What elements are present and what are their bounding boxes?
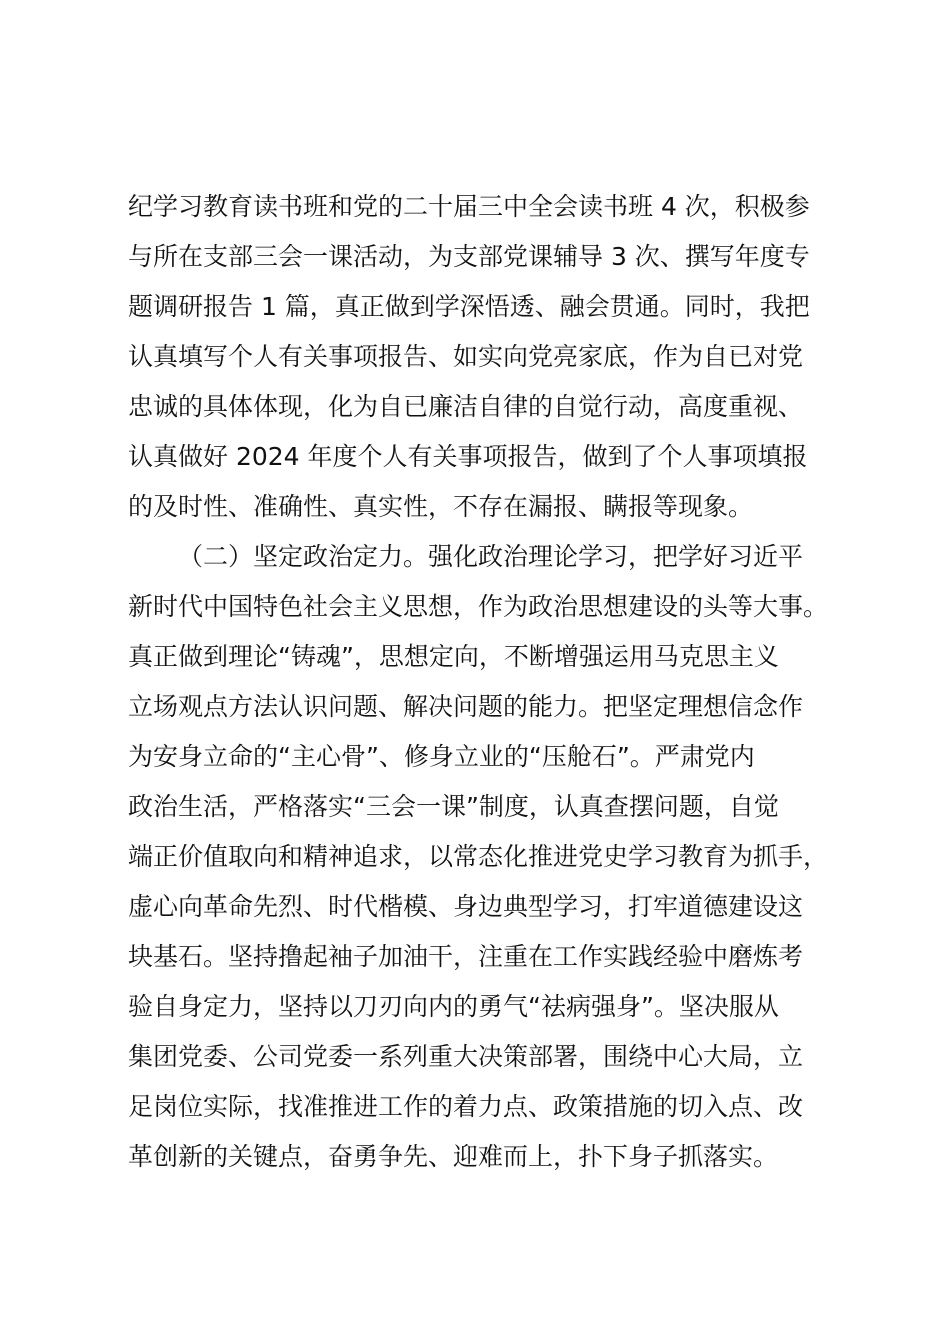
paragraph-2	[128, 532, 858, 1232]
text-line: 革创新的关键点，奋勇争先、迎难而上，扑下身子抓落实。	[128, 1142, 779, 1171]
text-line: 与所在支部三会一课活动，为支部党课辅导 3 次、撰写年度专	[128, 242, 810, 271]
text-line: 虚心向革命先烈、时代楷模、身边典型学习，打牢道德建设这	[128, 892, 804, 921]
text-line: 集团党委、公司党委一系列重大决策部署，围绕中心大局，立	[128, 1042, 804, 1071]
text-line: 块基石。坚持撸起袖子加油干，注重在工作实践经验中磨炼考	[128, 942, 804, 971]
text-line: 忠诚的具体体现，化为自已廉洁自律的自觉行动，高度重视、	[128, 392, 804, 421]
text-line: 认真做好 2024 年度个人有关事项报告，做到了个人事项填报	[128, 442, 808, 471]
text-line: 认真填写个人有关事项报告、如实向党亮家底，作为自已对党	[128, 342, 804, 371]
text-line: 新时代中国特色社会主义思想，作为政治思想建设的头等大事。	[128, 592, 829, 621]
text-line: 验自身定力，坚持以刀刃向内的勇气“祛病强身”。坚决服从	[128, 992, 779, 1021]
text-line: 题调研报告 1 篇，真正做到学深悟透、融会贯通。同时，我把	[128, 292, 810, 321]
text-line: 的及时性、准确性、真实性，不存在漏报、瞒报等现象。	[128, 492, 754, 521]
text-line: 足岗位实际，找准推进工作的着力点、政策措施的切入点、改	[128, 1092, 804, 1121]
text-line: 纪学习教育读书班和党的二十届三中全会读书班 4 次，积极参	[128, 192, 810, 221]
text-line: 政治生活，严格落实“三会一课”制度，认真查摆问题，自觉	[128, 792, 779, 821]
paragraph-1	[128, 182, 858, 532]
text-line	[128, 1182, 858, 1232]
text-line: （二）坚定政治定力。强化政治理论学习，把学好习近平	[178, 542, 804, 571]
body-text	[128, 182, 858, 1232]
text-line: 端正价值取向和精神追求，以常态化推进党史学习教育为抓手，	[128, 842, 829, 871]
text-line: 为安身立命的“主心骨”、修身立业的“压舱石”。严肃党内	[128, 742, 755, 771]
text-line: 立场观点方法认识问题、解决问题的能力。把坚定理想信念作	[128, 692, 804, 721]
text-line: 真正做到理论“铸魂”，思想定向，不断增强运用马克思主义	[128, 642, 779, 671]
